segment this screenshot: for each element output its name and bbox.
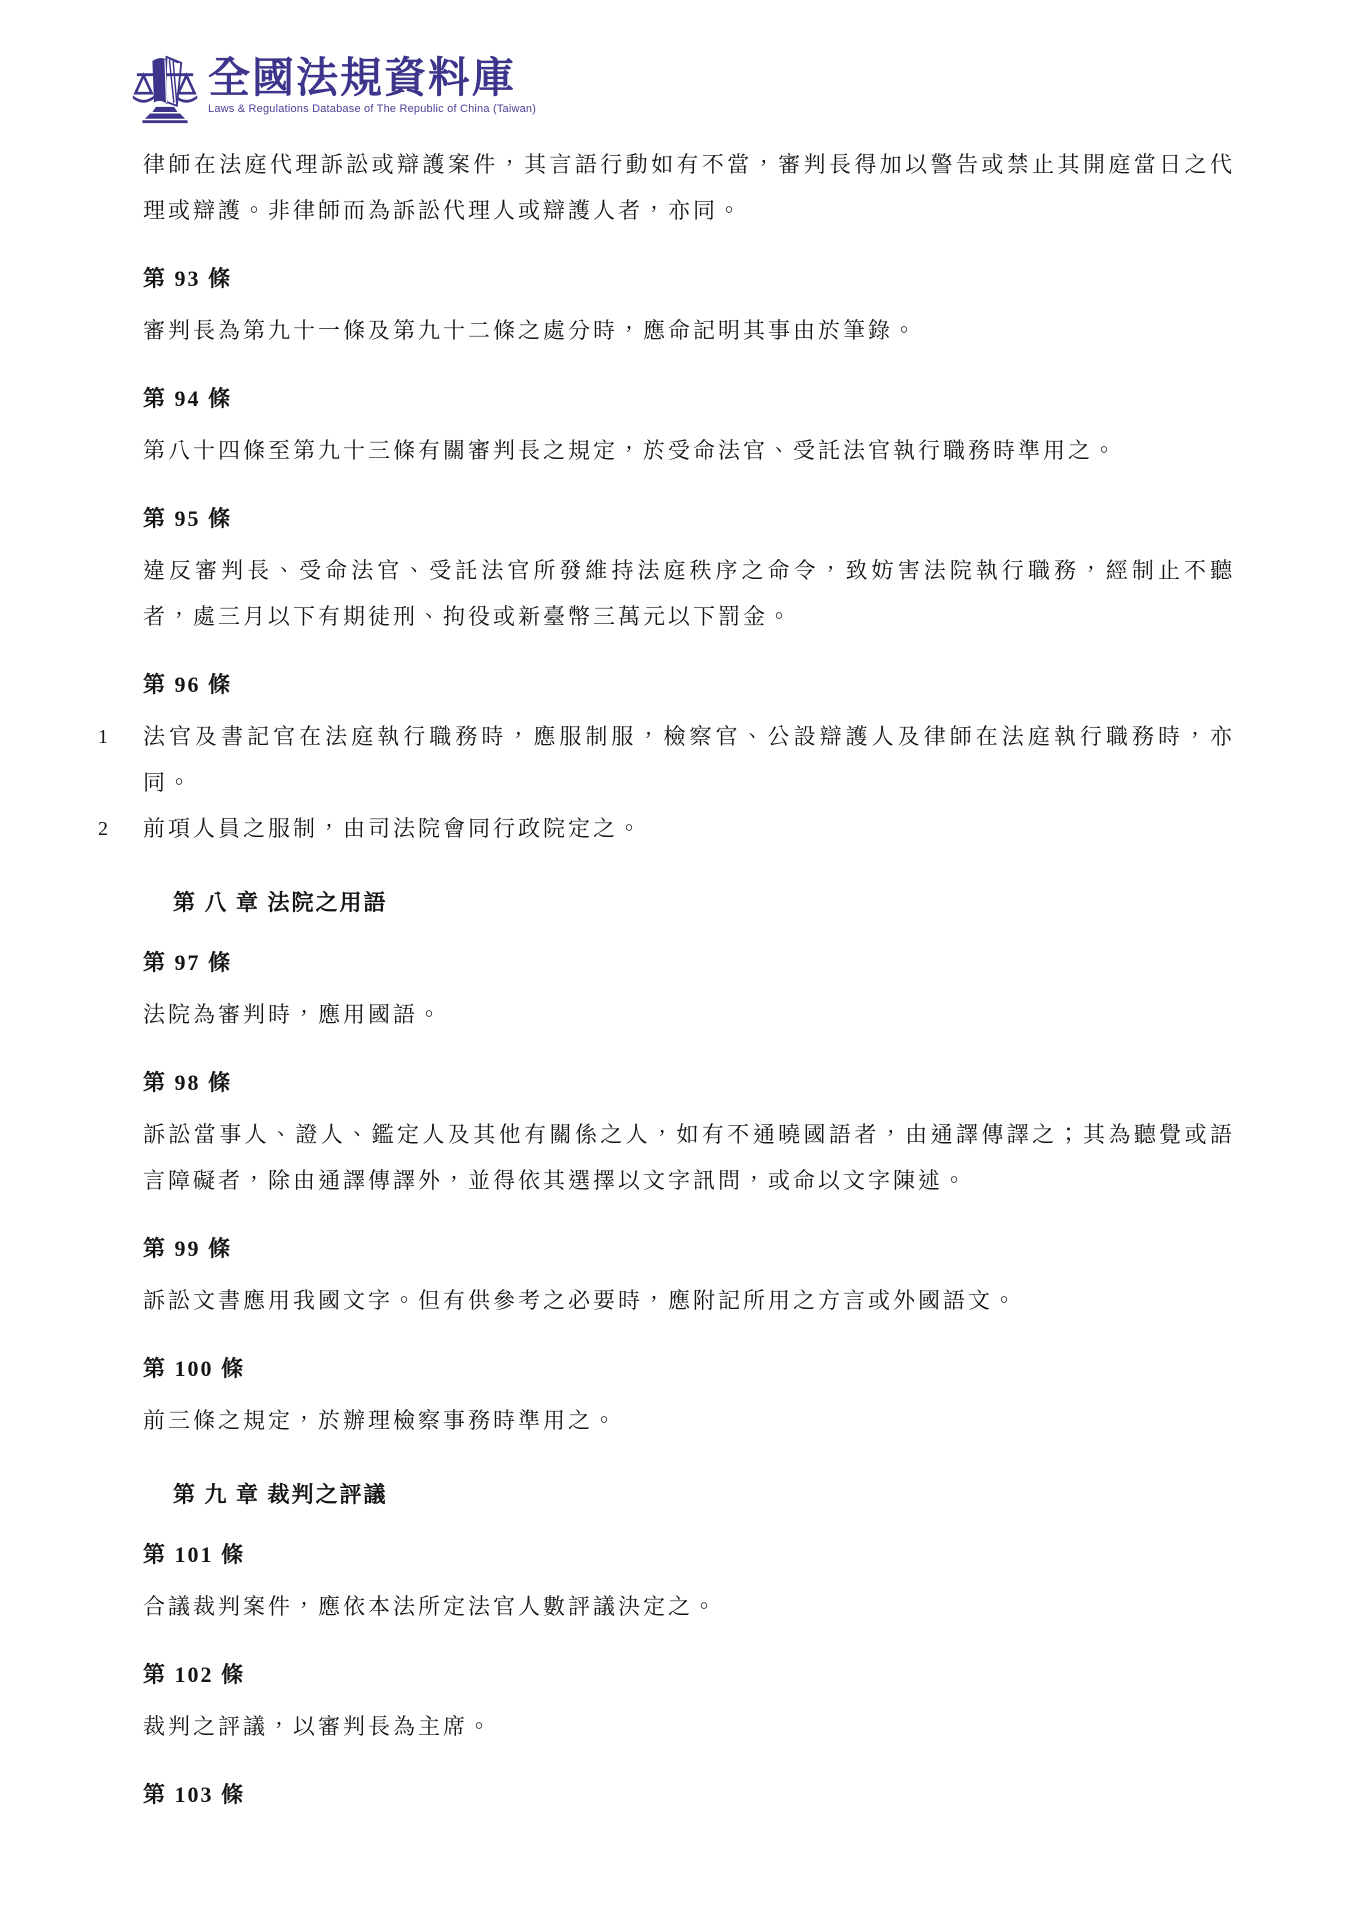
article-block xyxy=(143,264,1235,354)
paragraph-text: 訴訟當事人、證人、鑑定人及其他有關係之人，如有不通曉國語者，由通譯傳譯之；其為聽覺或語言障礙者，除由通譯傳譯外，並得依其選擇以文字訊問，或命以文字陳述。 xyxy=(143,1122,1235,1193)
article-block xyxy=(143,1354,1235,1444)
article-paragraph xyxy=(143,1704,1235,1750)
article-number-heading: 第 94 條 xyxy=(143,386,233,411)
paragraph-text: 違反審判長、受命法官、受託法官所發維持法庭秩序之命令，致妨害法院執行職務，經制止不聽者，處三月以下有期徒刑、拘役或新臺幣三萬元以下罰金。 xyxy=(143,558,1235,629)
article-paragraph xyxy=(143,1278,1235,1324)
paragraph-text: 裁判之評議，以審判長為主席。 xyxy=(143,1714,494,1739)
logo-title: 全國法規資料庫 xyxy=(208,54,517,101)
chapter-heading: 第 八 章 法院之用語 xyxy=(173,890,388,915)
article-block xyxy=(143,1540,1235,1630)
article-paragraph xyxy=(98,806,1235,852)
article-block xyxy=(143,948,1235,1038)
article-number-heading: 第 99 條 xyxy=(143,1236,233,1261)
paragraph-text: 前項人員之服制，由司法院會同行政院定之。 xyxy=(143,816,644,841)
article-number-heading: 第 101 條 xyxy=(143,1542,246,1567)
article-number-heading: 第 103 條 xyxy=(143,1782,246,1807)
article-number-heading: 第 96 條 xyxy=(143,672,233,697)
article-paragraph xyxy=(143,548,1235,640)
article-paragraph xyxy=(143,1584,1235,1630)
paragraph-text: 前三條之規定，於辦理檢察事務時準用之。 xyxy=(143,1408,619,1433)
article-block xyxy=(143,504,1235,640)
article-paragraph xyxy=(143,428,1235,474)
paragraph-text: 合議裁判案件，應依本法所定法官人數評議決定之。 xyxy=(143,1594,719,1619)
paragraph-text: 法院為審判時，應用國語。 xyxy=(143,1002,444,1027)
paragraph-text: 訴訟文書應用我國文字。但有供參考之必要時，應附記所用之方言或外國語文。 xyxy=(143,1288,1019,1313)
site-logo xyxy=(128,52,536,124)
scales-book-logo-icon xyxy=(128,52,202,124)
article-block xyxy=(143,1234,1235,1324)
law-content xyxy=(98,130,1235,1824)
article-paragraph xyxy=(98,714,1235,806)
article-number-heading: 第 98 條 xyxy=(143,1070,233,1095)
article-paragraph xyxy=(143,1398,1235,1444)
article-number-heading: 第 97 條 xyxy=(143,950,233,975)
article-number-heading: 第 100 條 xyxy=(143,1356,246,1381)
chapter-heading: 第 九 章 裁判之評議 xyxy=(173,1482,388,1507)
paragraph-text: 第八十四條至第九十三條有關審判長之規定，於受命法官、受託法官執行職務時準用之。 xyxy=(143,438,1119,463)
paragraph-number: 2 xyxy=(98,818,108,840)
article-number-heading: 第 102 條 xyxy=(143,1662,246,1687)
article-paragraph xyxy=(143,308,1235,354)
continued-paragraph: 律師在法庭代理訴訟或辯護案件，其言語行動如有不當，審判長得加以警告或禁止其開庭當日之代理或辯護。非律師而為訴訟代理人或辯護人者，亦同。 xyxy=(143,152,1235,223)
logo-subtitle: Laws & Regulations Database of The Republic of China (Taiwan) xyxy=(208,103,537,115)
article-number-heading: 第 95 條 xyxy=(143,506,233,531)
paragraph-text: 審判長為第九十一條及第九十二條之處分時，應命記明其事由於筆錄。 xyxy=(143,318,919,343)
logo-text xyxy=(208,52,536,116)
article-block xyxy=(143,1660,1235,1750)
article-paragraph xyxy=(143,992,1235,1038)
paragraph-text: 法官及書記官在法庭執行職務時，應服制服，檢察官、公設辯護人及律師在法庭執行職務時，亦同。 xyxy=(143,724,1235,795)
article-block xyxy=(143,384,1235,474)
article-number-heading: 第 93 條 xyxy=(143,266,233,291)
article-block xyxy=(143,1068,1235,1204)
article-paragraph xyxy=(143,1112,1235,1204)
paragraph-number: 1 xyxy=(98,726,108,748)
article-block xyxy=(98,670,1235,852)
article-block xyxy=(143,1780,1235,1810)
